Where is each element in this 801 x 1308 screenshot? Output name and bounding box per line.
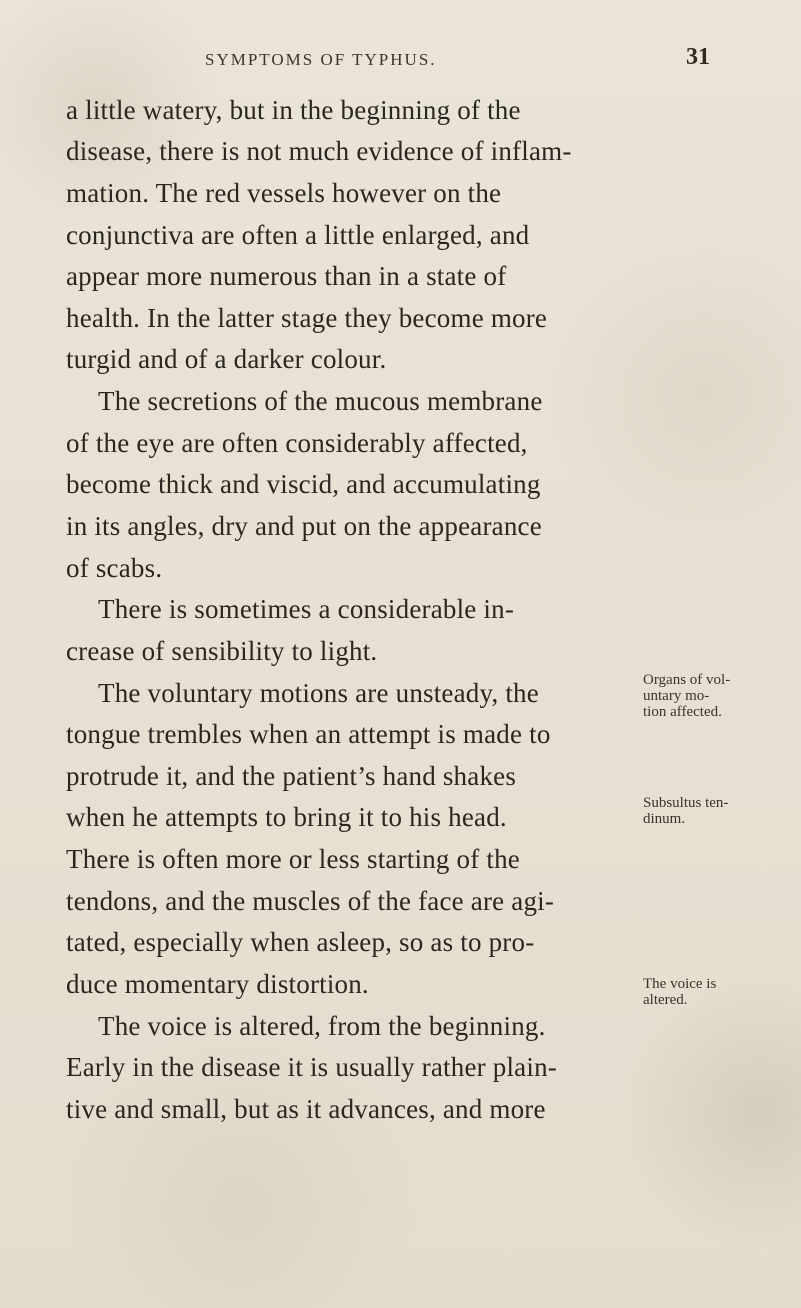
text-line: duce momentary distortion. <box>66 969 369 999</box>
running-title: SYMPTOMS OF TYPHUS. <box>205 50 437 69</box>
text-line: protrude it, and the patient’s hand shakes <box>66 761 517 791</box>
text-line: of scabs. <box>66 553 163 583</box>
text-line: of the eye are often considerably affected, <box>66 428 528 458</box>
margin-note-line: tion affected. <box>643 704 722 720</box>
margin-note-line: The voice is <box>643 976 717 992</box>
margin-note <box>643 795 793 827</box>
margin-note <box>643 672 793 720</box>
text-line: There is sometimes a considerable in- <box>98 594 515 624</box>
text-line: mation. The red vessels however on the <box>66 178 502 208</box>
text-line: tendons, and the muscles of the face are agi- <box>66 886 555 916</box>
text-line: crease of sensibility to light. <box>66 636 378 666</box>
text-line: The voice is altered, from the beginning. <box>98 1011 546 1041</box>
text-line: tated, especially when asleep, so as to pro- <box>66 927 535 957</box>
text-line: become thick and viscid, and accumulating <box>66 469 541 499</box>
margin-note-line: Organs of vol- <box>643 672 731 688</box>
margin-note-line: Subsultus ten- <box>643 795 729 811</box>
margin-note-line: untary mo- <box>643 688 710 704</box>
text-line: conjunctiva are often a little enlarged, and <box>66 220 530 250</box>
text-line: when he attempts to bring it to his head. <box>66 802 507 832</box>
margin-note <box>643 976 793 1008</box>
text-line: health. In the latter stage they become more <box>66 303 548 333</box>
text-line: a little watery, but in the beginning of the <box>66 95 521 125</box>
text-line: tongue trembles when an attempt is made to <box>66 719 551 749</box>
page-number: 31 <box>686 44 710 70</box>
margin-note-line: dinum. <box>643 811 686 827</box>
text-line: Early in the disease it is usually rather plain- <box>66 1052 557 1082</box>
text-line: There is often more or less starting of the <box>66 844 520 874</box>
text-line: appear more numerous than in a state of <box>66 261 507 291</box>
text-line: tive and small, but as it advances, and more <box>66 1094 546 1124</box>
text-line: disease, there is not much evidence of inflam- <box>66 136 572 166</box>
text-line: The secretions of the mucous membrane <box>98 386 543 416</box>
text-line: turgid and of a darker colour. <box>66 344 387 374</box>
text-line: in its angles, dry and put on the appearance <box>66 511 542 541</box>
text-line: The voluntary motions are unsteady, the <box>98 678 539 708</box>
margin-note-line: altered. <box>643 992 688 1008</box>
